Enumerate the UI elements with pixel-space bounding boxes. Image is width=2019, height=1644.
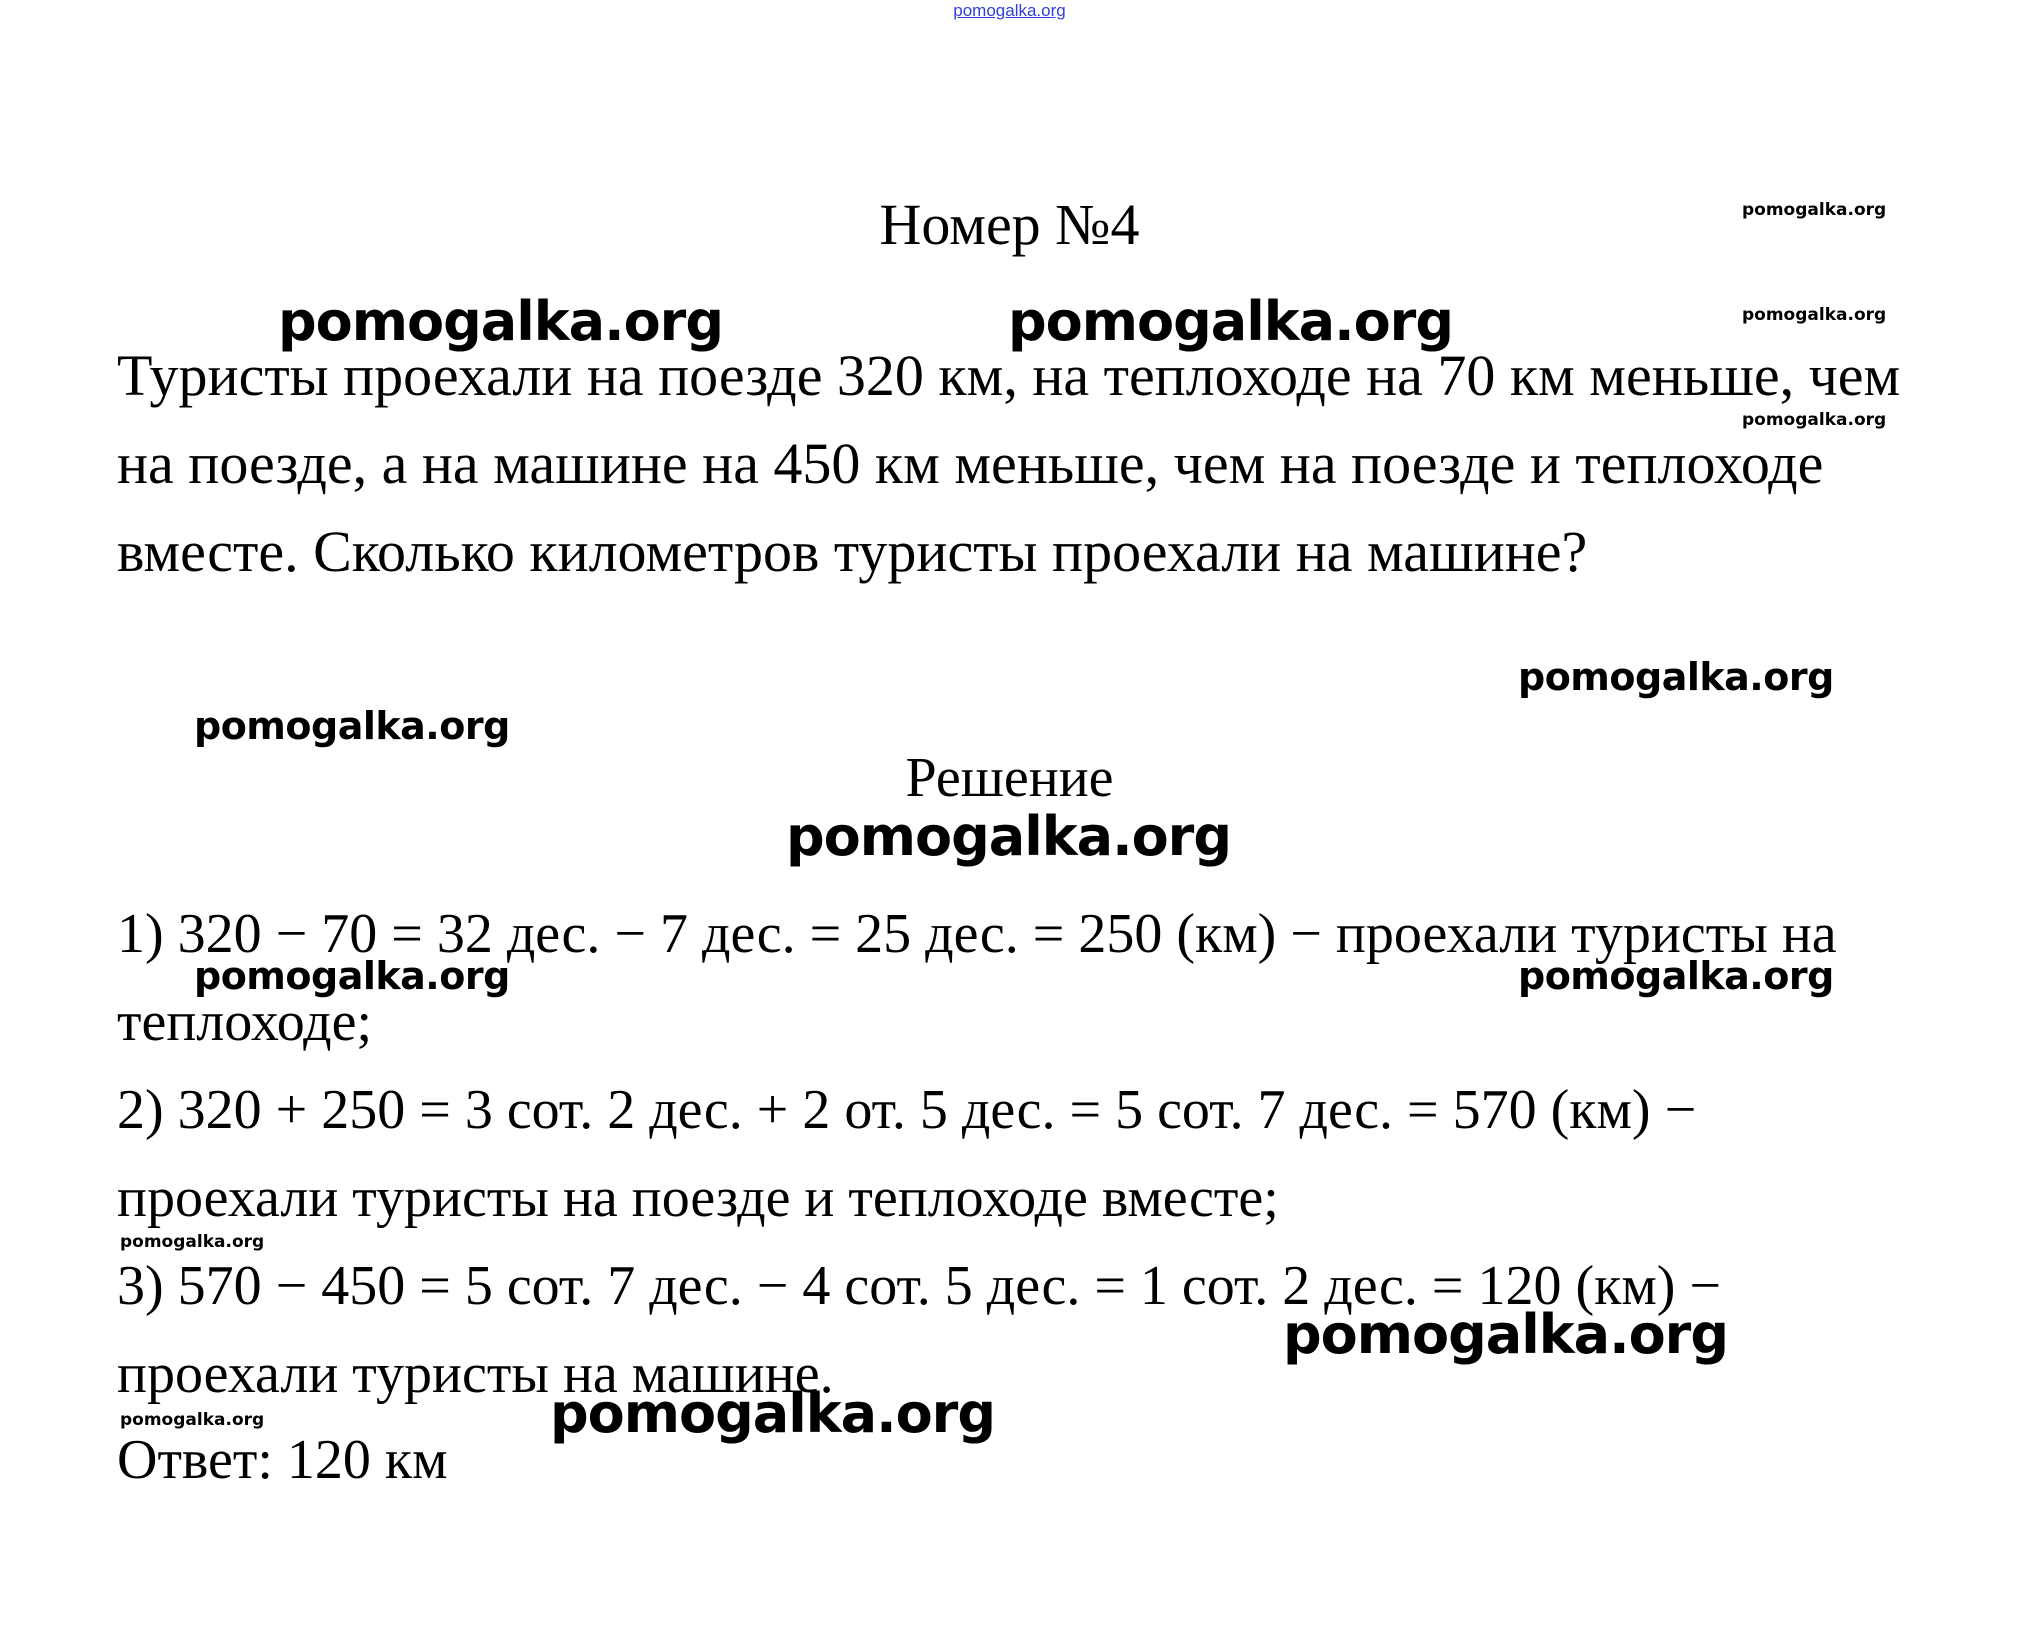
watermark: pomogalka.org (194, 954, 510, 998)
solution-heading: Решение (905, 747, 1114, 809)
watermark: pomogalka.org (1518, 655, 1834, 699)
site-link[interactable]: pomogalka.org (953, 1, 1066, 20)
watermark: pomogalka.org (1518, 954, 1834, 998)
watermark: pomogalka.org (786, 805, 1231, 868)
solution-step-3: 3) 570 − 450 = 5 сот. 7 дес. − 4 сот. 5 дес. = 1 сот. 2 дес. = 120 (км) − проехали туристы на машине. (117, 1255, 1722, 1405)
watermark: pomogalka.org (1742, 410, 1887, 430)
solution-step-2: 2) 320 + 250 = 3 сот. 2 дес. + 2 от. 5 дес. = 5 сот. 7 дес. = 570 (км) − проехали туристы на поезде и теплоходе вместе; (117, 1079, 1697, 1229)
solution-step-1: 1) 320 − 70 = 32 дес. − 7 дес. = 25 дес. = 250 (км) − проехали туристы на теплоходе; (117, 903, 1837, 1053)
watermark: pomogalka.org (1742, 200, 1887, 220)
watermark: pomogalka.org (1283, 1303, 1728, 1366)
problem-text: Туристы проехали на поезде 320 км, на теплоходе на 70 км меньше, чем на поезде, а на машине на 450 км меньше, чем на поезде и теплоходе вместе. Сколько километров туристы проехали на машине? (117, 343, 1901, 584)
watermark: pomogalka.org (120, 1232, 265, 1252)
answer-text: Ответ: 120 км (117, 1429, 448, 1491)
watermark: pomogalka.org (278, 290, 723, 353)
watermark: pomogalka.org (194, 704, 510, 748)
watermark: pomogalka.org (550, 1382, 995, 1445)
page-title: Номер №4 (879, 192, 1140, 257)
watermark: pomogalka.org (1742, 305, 1887, 325)
watermark: pomogalka.org (1008, 290, 1453, 353)
watermark: pomogalka.org (120, 1410, 265, 1430)
